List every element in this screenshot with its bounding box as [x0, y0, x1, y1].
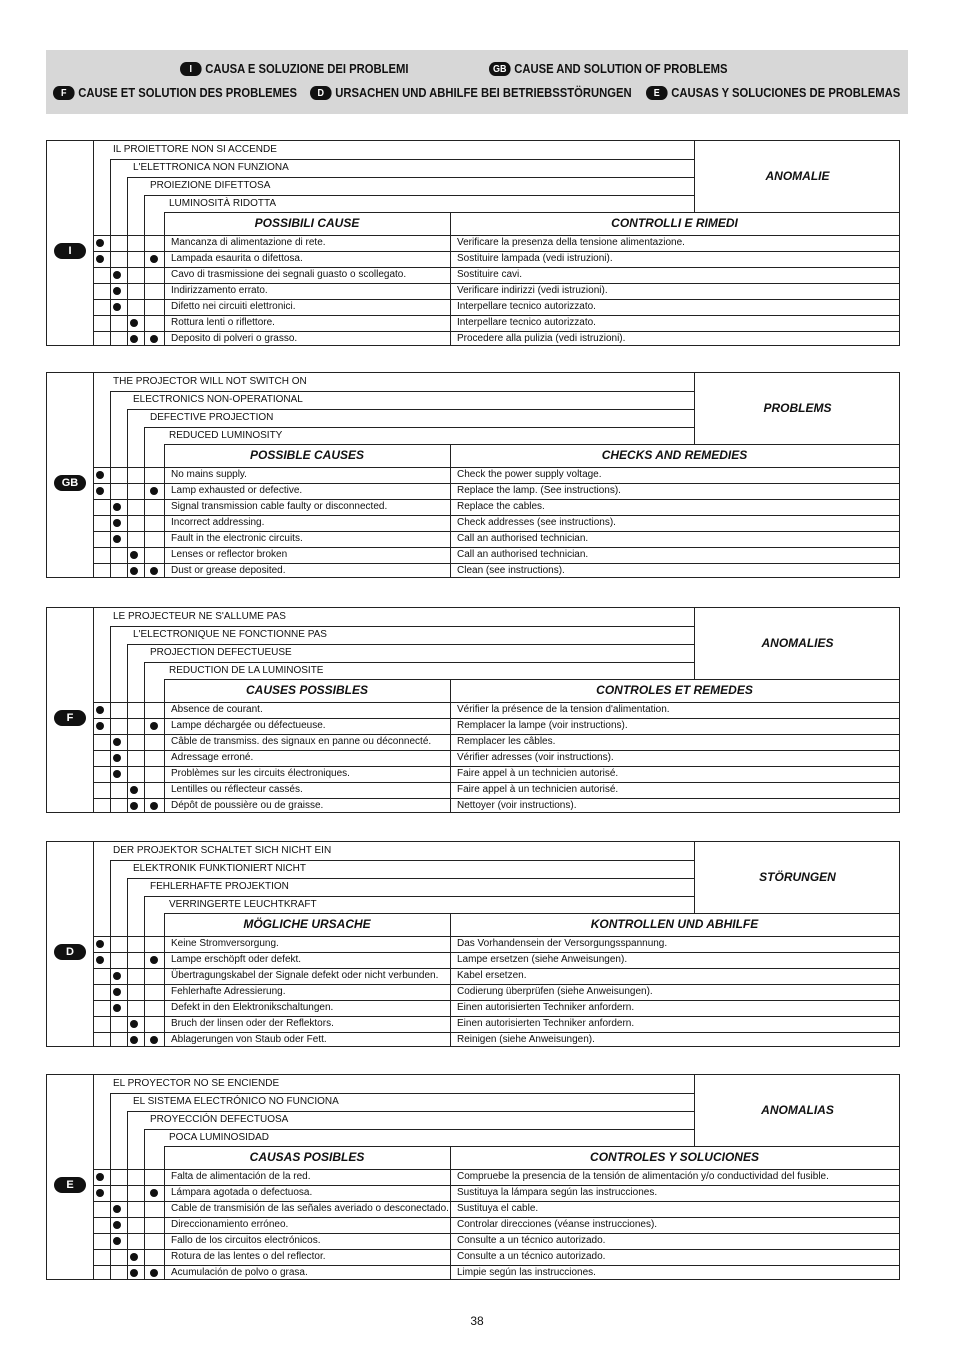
symptom-label: PROJECTION DEFECTUEUSE [150, 647, 292, 658]
bullet-dot-icon [96, 940, 104, 948]
bullet-dot-icon [96, 471, 104, 479]
cause-cell: Bruch der linsen oder der Reflektors. [171, 1018, 334, 1029]
bullet-dot-icon [113, 287, 121, 295]
remedy-cell: Compruebe la presencia de la tensión de alimentación y/o conductividad del fusible. [457, 1171, 829, 1182]
remedy-cell: Lampe ersetzen (siehe Anweisungen). [457, 954, 628, 965]
bullet-dot-icon [130, 1036, 138, 1044]
anomaly-label: ANOMALIES [761, 636, 834, 650]
heading-gb [489, 62, 728, 76]
remedy-column-header: CONTROLES Y SOLUCIONES [590, 1150, 759, 1164]
cause-column-header: MÖGLICHE URSACHE [243, 917, 371, 931]
remedy-cell: Sostituire lampada (vedi istruzioni). [457, 253, 613, 264]
language-badge: GB [54, 475, 86, 491]
cause-cell: No mains supply. [171, 469, 247, 480]
grid-vline [127, 177, 128, 345]
cause-cell: Signal transmission cable faulty or disconnected. [171, 501, 388, 512]
heading-de-text: URSACHEN UND ABHILFE BEI BETRIEBSSTÖRUNGEN [335, 86, 632, 100]
bullet-dot-icon [150, 335, 158, 343]
grid-vline [144, 195, 145, 345]
bullet-dot-icon [113, 1205, 121, 1213]
bullet-dot-icon [96, 239, 104, 247]
symptom-label: PROIEZIONE DIFETTOSA [150, 180, 271, 191]
heading-it-text: CAUSA E SOLUZIONE DEI PROBLEMI [205, 62, 409, 76]
grid-vline [110, 626, 111, 812]
symptom-label: L'ELECTRONIQUE NE FONCTIONNE PAS [133, 629, 327, 640]
remedy-cell: Consulte a un técnico autorizado. [457, 1235, 606, 1246]
remedy-cell: Das Vorhandensein der Versorgungsspannung. [457, 938, 668, 949]
symptom-label: THE PROJECTOR WILL NOT SWITCH ON [113, 376, 307, 387]
symptom-label: DEFECTIVE PROJECTION [150, 412, 274, 423]
cause-cell: Incorrect addressing. [171, 517, 265, 528]
remedy-cell: Replace the cables. [457, 501, 545, 512]
bullet-dot-icon [96, 1173, 104, 1181]
cause-cell: Übertragungskabel der Signale defekt oder nicht verbunden. [171, 970, 439, 981]
remedy-cell: Call an authorised technician. [457, 549, 589, 560]
bullet-dot-icon [130, 1269, 138, 1277]
bullet-dot-icon [96, 706, 104, 714]
grid-vline [127, 878, 128, 1046]
cause-cell: Fallo de los circuitos electrónicos. [171, 1235, 321, 1246]
badge-it: I [180, 62, 202, 76]
grid-vline [127, 644, 128, 812]
symptom-label: L'ELETTRONICA NON FUNZIONA [133, 162, 289, 173]
heading-fr [53, 86, 297, 100]
remedy-cell: Clean (see instructions). [457, 565, 565, 576]
symptom-label: REDUCED LUMINOSITY [169, 430, 283, 441]
troubleshooting-table-f [46, 607, 900, 813]
cause-cell: Acumulación de polvo o grasa. [171, 1267, 308, 1278]
bullet-dot-icon [113, 535, 121, 543]
symptom-label: ELECTRONICS NON-OPERATIONAL [133, 394, 303, 405]
bullet-dot-icon [150, 567, 158, 575]
cause-column-header: CAUSAS POSIBLES [249, 1150, 365, 1164]
grid-vline [144, 427, 145, 577]
remedy-cell: Verificare la presenza della tensione alimentazione. [457, 237, 685, 248]
remedy-cell: Verificare indirizzi (vedi istruzioni). [457, 285, 608, 296]
remedy-cell: Faire appel à un technicien autorisé. [457, 784, 619, 795]
bullet-dot-icon [113, 738, 121, 746]
heading-fr-text: CAUSE ET SOLUTION DES PROBLEMES [78, 86, 297, 100]
remedy-cell: Einen autorisierten Techniker anfordern. [457, 1018, 635, 1029]
bullet-dot-icon [113, 1004, 121, 1012]
remedy-cell: Kabel ersetzen. [457, 970, 527, 981]
remedy-cell: Reinigen (siehe Anweisungen). [457, 1034, 595, 1045]
symptom-label: EL PROYECTOR NO SE ENCIENDE [113, 1078, 280, 1089]
grid-vline [144, 662, 145, 812]
remedy-cell: Codierung überprüfen (siehe Anweisungen). [457, 986, 653, 997]
remedy-cell: Sustituya el cable. [457, 1203, 539, 1214]
language-badge: I [54, 243, 86, 259]
cause-cell: Cable de transmisión de las señales averiado o desconectado. [171, 1203, 449, 1214]
bullet-dot-icon [150, 487, 158, 495]
symptom-label: POCA LUMINOSIDAD [169, 1132, 270, 1143]
heading-es [646, 86, 900, 100]
bullet-dot-icon [150, 1189, 158, 1197]
remedy-cell: Faire appel à un technicien autorisé. [457, 768, 619, 779]
bullet-dot-icon [113, 988, 121, 996]
cause-column-header: POSSIBLE CAUSES [249, 448, 365, 462]
anomaly-label: ANOMALIE [765, 169, 830, 183]
symptom-label: DER PROJEKTOR SCHALTET SICH NICHT EIN [113, 845, 332, 856]
bullet-dot-icon [130, 786, 138, 794]
heading-it [180, 62, 409, 76]
cause-cell: Cavo di trasmissione dei segnali guasto o scollegato. [171, 269, 407, 280]
troubleshooting-table-i [46, 140, 900, 346]
symptom-label: ELEKTRONIK FUNKTIONIERT NICHT [133, 863, 306, 874]
remedy-cell: Sostituire cavi. [457, 269, 523, 280]
grid-vline [110, 860, 111, 1046]
language-badge: E [54, 1177, 86, 1193]
remedy-cell: Interpellare tecnico autorizzato. [457, 317, 596, 328]
cause-cell: Lentilles ou réflecteur cassés. [171, 784, 303, 795]
bullet-dot-icon [113, 519, 121, 527]
cause-cell: Lámpara agotada o defectuosa. [171, 1187, 313, 1198]
bullet-dot-icon [150, 1036, 158, 1044]
bullet-dot-icon [96, 956, 104, 964]
remedy-cell: Call an authorised technician. [457, 533, 589, 544]
badge-es: E [646, 86, 668, 100]
troubleshooting-table-d [46, 841, 900, 1047]
cause-column-header: CAUSES POSSIBLES [245, 683, 369, 697]
bullet-dot-icon [150, 802, 158, 810]
bullet-dot-icon [150, 956, 158, 964]
cause-cell: Falta de alimentación de la red. [171, 1171, 311, 1182]
cause-cell: Fehlerhafte Adressierung. [171, 986, 286, 997]
bullet-dot-icon [130, 335, 138, 343]
cause-cell: Câble de transmiss. des signaux en panne ou déconnecté. [171, 736, 432, 747]
bullet-dot-icon [130, 1020, 138, 1028]
cause-cell: Mancanza di alimentazione di rete. [171, 237, 326, 248]
symptom-label: REDUCTION DE LA LUMINOSITE [169, 665, 324, 676]
symptom-label: VERRINGERTE LEUCHTKRAFT [169, 899, 317, 910]
cause-cell: Dépôt de poussière ou de graisse. [171, 800, 324, 811]
bullet-dot-icon [130, 802, 138, 810]
badge-fr: F [53, 86, 75, 100]
remedy-column-header: CONTROLES ET REMEDES [596, 683, 753, 697]
grid-vline [144, 896, 145, 1046]
cause-cell: Deposito di polveri o grasso. [171, 333, 298, 344]
grid-vline [110, 391, 111, 577]
bullet-dot-icon [150, 722, 158, 730]
cause-cell: Problèmes sur les circuits électroniques. [171, 768, 350, 779]
bullet-dot-icon [96, 1189, 104, 1197]
remedy-cell: Consulte a un técnico autorizado. [457, 1251, 606, 1262]
anomaly-label: STÖRUNGEN [759, 870, 836, 884]
bullet-dot-icon [113, 1221, 121, 1229]
remedy-cell: Check the power supply voltage. [457, 469, 602, 480]
bullet-dot-icon [113, 770, 121, 778]
cause-cell: Difetto nei circuiti elettronici. [171, 301, 296, 312]
bullet-dot-icon [96, 487, 104, 495]
troubleshooting-table-e [46, 1074, 900, 1280]
cause-cell: Keine Stromversorgung. [171, 938, 279, 949]
cause-cell: Adressage erroné. [171, 752, 254, 763]
bullet-dot-icon [130, 1253, 138, 1261]
remedy-cell: Sustituya la lámpara según las instrucciones. [457, 1187, 658, 1198]
bullet-dot-icon [130, 551, 138, 559]
bullet-dot-icon [113, 503, 121, 511]
troubleshooting-table-gb [46, 372, 900, 578]
cause-cell: Dust or grease deposited. [171, 565, 286, 576]
remedy-cell: Limpie según las instrucciones. [457, 1267, 596, 1278]
symptom-label: EL SISTEMA ELECTRÓNICO NO FUNCIONA [133, 1096, 339, 1107]
symptom-label: LE PROJECTEUR NE S'ALLUME PAS [113, 611, 286, 622]
remedy-cell: Remplacer la lampe (voir instructions). [457, 720, 628, 731]
remedy-cell: Check addresses (see instructions). [457, 517, 616, 528]
cause-cell: Ablagerungen von Staub oder Fett. [171, 1034, 327, 1045]
cause-cell: Fault in the electronic circuits. [171, 533, 303, 544]
bullet-dot-icon [113, 754, 121, 762]
grid-vline [110, 159, 111, 345]
badge-de: D [310, 86, 332, 100]
anomaly-label: PROBLEMS [763, 401, 832, 415]
grid-vline [144, 1129, 145, 1279]
bullet-dot-icon [113, 1237, 121, 1245]
cause-cell: Absence de courant. [171, 704, 263, 715]
symptom-label: LUMINOSITÀ RIDOTTA [169, 198, 277, 209]
cause-cell: Rotura de las lentes o del reflector. [171, 1251, 326, 1262]
remedy-cell: Controlar direcciones (véanse instrucciones). [457, 1219, 658, 1230]
anomaly-label: ANOMALIAS [761, 1103, 834, 1117]
page-number: 38 [470, 1314, 484, 1328]
grid-vline [127, 1111, 128, 1279]
remedy-cell: Vérifier adresses (voir instructions). [457, 752, 614, 763]
cause-cell: Defekt in den Elektronikschaltungen. [171, 1002, 334, 1013]
heading-gb-text: CAUSE AND SOLUTION OF PROBLEMS [514, 62, 728, 76]
grid-vline [127, 409, 128, 577]
cause-cell: Rottura lenti o riflettore. [171, 317, 275, 328]
remedy-cell: Procedere alla pulizia (vedi istruzioni). [457, 333, 626, 344]
heading-es-text: CAUSAS Y SOLUCIONES DE PROBLEMAS [671, 86, 901, 100]
cause-cell: Lampe erschöpft oder defekt. [171, 954, 302, 965]
header-band [46, 50, 908, 114]
remedy-cell: Nettoyer (voir instructions). [457, 800, 577, 811]
cause-cell: Lampe déchargée ou défectueuse. [171, 720, 326, 731]
bullet-dot-icon [130, 319, 138, 327]
cause-cell: Lamp exhausted or defective. [171, 485, 303, 496]
symptom-label: FEHLERHAFTE PROJEKTION [150, 881, 289, 892]
remedy-cell: Vérifier la présence de la tension d'alimentation. [457, 704, 670, 715]
remedy-cell: Interpellare tecnico autorizzato. [457, 301, 596, 312]
badge-gb: GB [489, 62, 511, 76]
remedy-cell: Remplacer les câbles. [457, 736, 556, 747]
bullet-dot-icon [130, 567, 138, 575]
cause-cell: Lampada esaurita o difettosa. [171, 253, 303, 264]
symptom-label: PROYECCIÓN DEFECTUOSA [150, 1114, 289, 1125]
bullet-dot-icon [150, 1269, 158, 1277]
remedy-column-header: KONTROLLEN UND ABHILFE [590, 917, 759, 931]
cause-cell: Lenses or reflector broken [171, 549, 288, 560]
remedy-column-header: CONTROLLI E RIMEDI [611, 216, 738, 230]
language-badge: F [54, 710, 86, 726]
cause-cell: Direccionamiento erróneo. [171, 1219, 289, 1230]
language-badge: D [54, 944, 86, 960]
bullet-dot-icon [113, 271, 121, 279]
remedy-column-header: CHECKS AND REMEDIES [601, 448, 748, 462]
bullet-dot-icon [113, 972, 121, 980]
remedy-cell: Einen autorisierten Techniker anfordern. [457, 1002, 635, 1013]
bullet-dot-icon [96, 722, 104, 730]
bullet-dot-icon [150, 255, 158, 263]
symptom-label: IL PROIETTORE NON SI ACCENDE [113, 144, 277, 155]
bullet-dot-icon [96, 255, 104, 263]
heading-de [310, 86, 632, 100]
cause-column-header: POSSIBILI CAUSE [254, 216, 360, 230]
cause-cell: Indirizzamento errato. [171, 285, 268, 296]
grid-vline [110, 1093, 111, 1279]
remedy-cell: Replace the lamp. (See instructions). [457, 485, 621, 496]
bullet-dot-icon [113, 303, 121, 311]
